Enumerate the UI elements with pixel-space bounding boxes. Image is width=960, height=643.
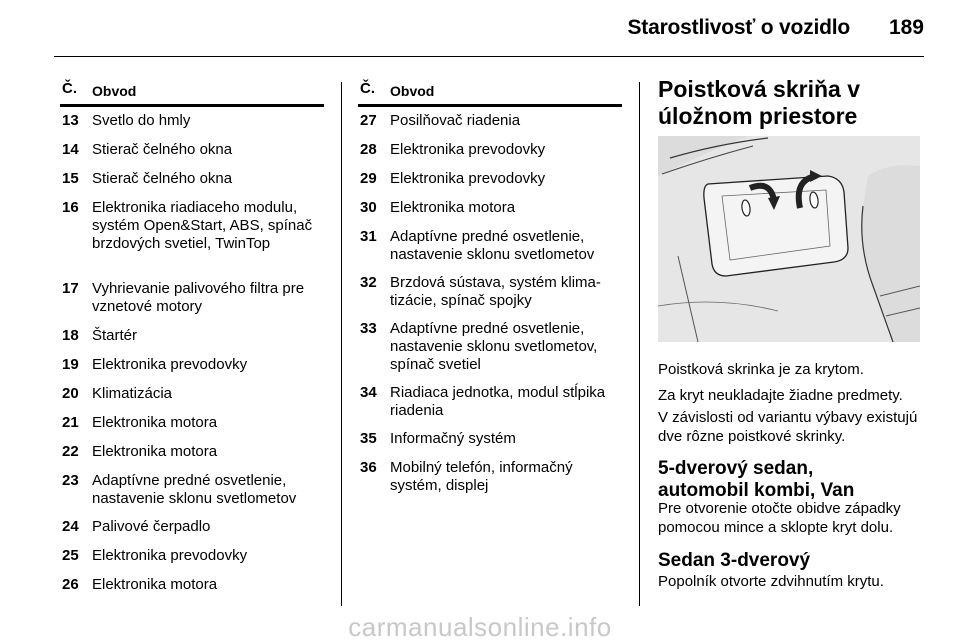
fuse-number: 13 xyxy=(62,112,79,129)
fuse-number: 29 xyxy=(360,170,377,187)
circuit-name: Brzdová sústava, systém klima-tizácie, spínač spojky xyxy=(390,274,601,309)
circuit-name: Svetlo do hmly xyxy=(92,112,191,129)
subheading: Sedan 3-dverový xyxy=(658,550,811,571)
circuit-name: Mobilný telefón, informačný systém, displej xyxy=(390,459,573,494)
fuse-number: 24 xyxy=(62,518,79,535)
fuse-number: 15 xyxy=(62,170,79,187)
fuse-number: 27 xyxy=(360,112,377,129)
column-label-number: Č. xyxy=(62,80,77,97)
circuit-name: Elektronika riadiaceho modulu, systém Open&Start, ABS, spínač brzdových svetiel, TwinTop xyxy=(92,199,313,252)
circuit-name: Stierač čelného okna xyxy=(92,141,233,158)
circuit-name: Adaptívne predné osvetlenie, nastavenie sklonu svetlometov, spínač svetiel xyxy=(390,320,598,373)
paragraph: Za kryt neukladajte žiadne predmety. xyxy=(658,387,903,404)
fuse-number: 18 xyxy=(62,327,79,344)
fuse-number: 36 xyxy=(360,459,377,476)
circuit-name: Stierač čelného okna xyxy=(92,170,233,187)
circuit-name: Palivové čerpadlo xyxy=(92,518,211,535)
fuse-table-left xyxy=(60,78,324,593)
table-header xyxy=(60,78,324,107)
fuse-number: 30 xyxy=(360,199,377,216)
fuse-number: 35 xyxy=(360,430,377,447)
column-label-circuit: Obvod xyxy=(390,83,435,99)
fuse-box-section xyxy=(658,76,928,590)
fuse-number: 22 xyxy=(62,443,79,460)
circuit-name: Štartér xyxy=(92,327,138,344)
fuse-number: 17 xyxy=(62,280,79,297)
paragraph: Pre otvorenie otočte obidve západky pomocou mince a sklopte kryt dolu. xyxy=(658,500,901,536)
watermark: carmanualsonline.info xyxy=(348,612,612,642)
fuse-number: 32 xyxy=(360,274,377,291)
fuse-number: 28 xyxy=(360,141,377,158)
circuit-name: Elektronika prevodovky xyxy=(390,170,546,187)
column-divider-2 xyxy=(639,82,640,606)
circuit-name: Elektronika motora xyxy=(390,199,516,216)
fuse-number: 31 xyxy=(360,228,377,245)
header-divider xyxy=(54,56,924,57)
circuit-name: Elektronika prevodovky xyxy=(92,547,248,564)
fuse-number: 33 xyxy=(360,320,377,337)
trunk-fuse-box-illustration xyxy=(658,136,920,342)
fuse-number: 34 xyxy=(360,384,377,401)
column-divider-1 xyxy=(341,82,342,606)
page-title: Starostlivosť o vozidlo xyxy=(627,16,850,39)
paragraph: Poistková skrinka je za krytom. xyxy=(658,361,864,378)
paragraph: Popolník otvorte zdvihnutím krytu. xyxy=(658,573,884,590)
fuse-table-right xyxy=(358,78,622,494)
column-label-number: Č. xyxy=(360,80,375,97)
circuit-name: Riadiaca jednotka, modul stĺpika riadenia xyxy=(390,384,606,419)
page-number: 189 xyxy=(888,16,924,39)
fuse-number: 19 xyxy=(62,356,79,373)
column-label-circuit: Obvod xyxy=(92,83,137,99)
circuit-name: Adaptívne predné osvetlenie, nastavenie sklonu svetlometov xyxy=(390,228,595,263)
section-heading: Poistková skriňa v úložnom priestore xyxy=(658,76,860,129)
fuse-number: 23 xyxy=(62,472,79,489)
paragraph: V závislosti od variantu výbavy existujú dve rôzne poistkové skrinky. xyxy=(658,409,918,445)
fuse-number: 14 xyxy=(62,141,79,158)
table-header xyxy=(358,78,622,107)
circuit-name: Elektronika motora xyxy=(92,443,218,460)
circuit-name: Informačný systém xyxy=(390,430,516,447)
circuit-name: Elektronika motora xyxy=(92,414,218,431)
circuit-name: Elektronika prevodovky xyxy=(390,141,546,158)
subheading: 5-dverový sedan, automobil kombi, Van xyxy=(658,458,855,501)
circuit-name: Vyhrievanie palivového filtra pre vznetové motory xyxy=(92,280,305,315)
fuse-number: 20 xyxy=(62,385,79,402)
fuse-number: 25 xyxy=(62,547,79,564)
circuit-name: Elektronika motora xyxy=(92,576,218,593)
fuse-number: 16 xyxy=(62,199,79,216)
circuit-name: Adaptívne predné osvetlenie, nastavenie sklonu svetlometov xyxy=(92,472,297,507)
circuit-name: Klimatizácia xyxy=(92,385,173,402)
fuse-number: 21 xyxy=(62,414,79,431)
circuit-name: Elektronika prevodovky xyxy=(92,356,248,373)
circuit-name: Posilňovač riadenia xyxy=(390,112,521,129)
fuse-number: 26 xyxy=(62,576,79,593)
page-header xyxy=(0,0,960,60)
